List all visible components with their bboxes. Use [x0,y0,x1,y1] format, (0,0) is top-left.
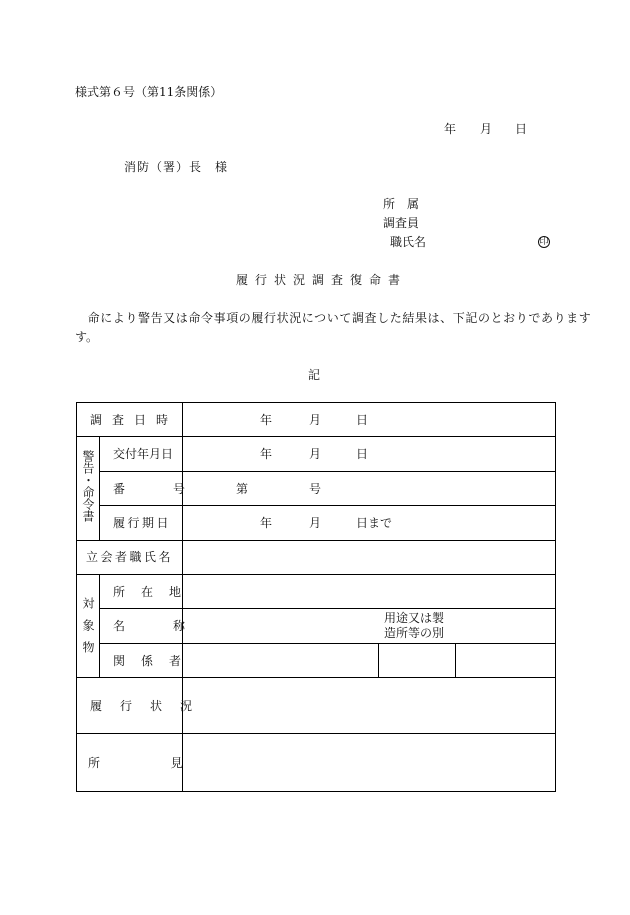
usage-label-line2: 造所等の別 [384,626,445,640]
survey-day: 日 [356,413,369,427]
issue-day: 日 [356,447,369,461]
issue-year: 年 [260,447,273,461]
document-title: 履行状況調査復命書 [236,273,408,287]
ki-heading: 記 [308,368,321,382]
table-hline-2 [99,471,556,472]
table-hline-7 [99,643,556,644]
table-hline-5 [76,574,556,575]
deadline-year: 年 [260,516,273,530]
table-hline-6 [99,608,556,609]
table-hline-4 [76,540,556,541]
addressee: 消防（署）長 様 [124,160,229,174]
target-group-text: 対象物 [81,597,95,663]
location-label: 所 在 地 [113,585,184,599]
usage-label-line1: 用途又は製 [384,611,445,625]
date-year: 年 [444,122,457,136]
warning-order-group-text: 警告・命令書 [81,450,95,522]
investigator-label: 調査員 [383,216,420,230]
witness-label: 立会者職氏名 [86,550,174,564]
issue-date-label: 交付年月日 [113,447,174,461]
table-vline-usage-left [378,643,379,677]
deadline-day: 日まで [356,516,393,530]
seal-mark: 印 [539,236,549,247]
table-vline-group2 [99,574,100,677]
body-text-line2: す。 [75,330,99,344]
survey-datetime-label: 調査日時 [90,413,179,427]
survey-year: 年 [260,413,273,427]
opinion-label: 所 見 [88,756,188,770]
table-vline-group1 [99,436,100,540]
title-name-label: 職氏名 [390,235,427,249]
warning-order-group-label [80,450,96,522]
table-vline-usage-right [455,643,456,677]
table-hline-8 [76,677,556,678]
status-label: 履 行 状 況 [90,699,196,713]
deadline-month: 月 [309,516,322,530]
table-hline-1 [76,436,556,437]
form-number: 様式第６号（第11条関係） [75,85,223,99]
number-prefix: 第 [236,482,249,496]
date-day: 日 [515,122,528,136]
survey-month: 月 [309,413,322,427]
number-suffix: 号 [309,482,322,496]
deadline-label: 履行期日 [113,516,172,530]
body-text-line1: 命により警告又は命令事項の履行状況について調査した結果は、下記のとおりであります [75,311,592,325]
target-group-label [80,597,96,663]
issue-month: 月 [309,447,322,461]
date-month: 月 [480,122,493,136]
related-person-label: 関 係 者 [113,654,184,668]
table-hline-9 [76,733,556,734]
table-hline-3 [99,505,556,506]
number-label: 番 号 [113,482,189,496]
affiliation-label: 所 属 [383,197,420,211]
name-label: 名 称 [113,619,189,633]
